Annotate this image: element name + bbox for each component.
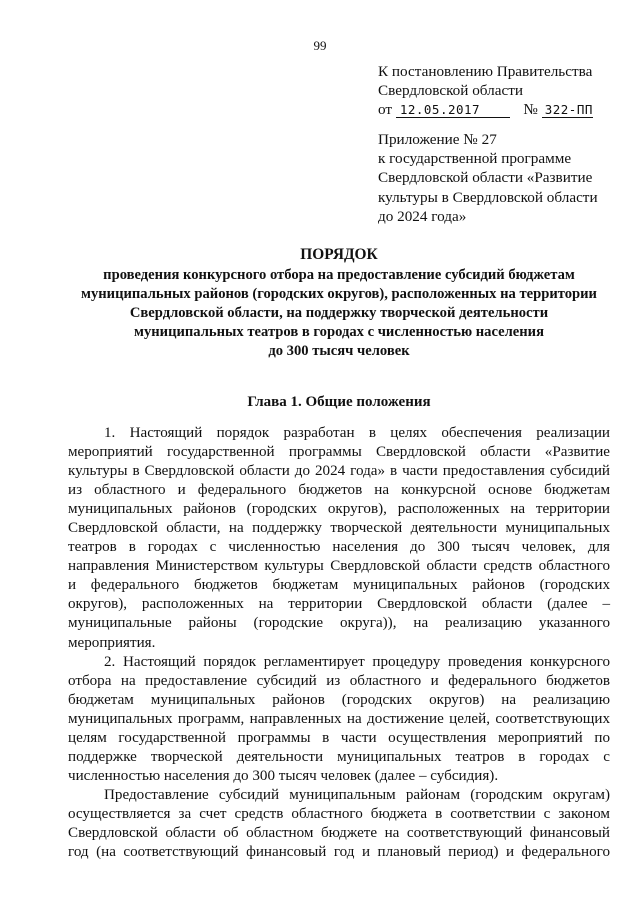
page-number: 99 (313, 38, 327, 53)
title-main: ПОРЯДОК (300, 246, 378, 263)
chapter-heading: Глава 1. Общие положения (247, 394, 431, 410)
decree-date: 12.05.2017 (396, 103, 510, 118)
body-line: 2. Настоящий порядок регламентирует процедуру проведения конкурсного (104, 653, 610, 670)
body-line: мероприятия. (68, 634, 156, 651)
body-line: муниципальных районов (городских округов), расположенных на территории (68, 501, 610, 518)
title-line: Свердловской области, на поддержку творческой деятельности (129, 305, 549, 321)
annex-line-5: до 2024 года» (378, 207, 467, 225)
annex-line-1: Приложение № 27 (378, 131, 497, 148)
body-line: культуры в Свердловской области до 2024 года» в части предоставления субсидий (68, 463, 610, 480)
body-text (68, 424, 610, 862)
body-line: муниципальные районы (городские округа)), на реализацию указанного (68, 615, 610, 632)
body-line: округов), расположенных на территории Свердловской области (далее – (68, 596, 610, 613)
decree-reference (378, 62, 628, 119)
annex-line-2: к государственной программе (378, 150, 572, 168)
document-title (40, 245, 638, 361)
decree-date-line (378, 100, 628, 119)
body-line: и федерального бюджетов бюджетам муниципальных районов (городских (68, 577, 610, 594)
body-line: поддержке творческой деятельности муниципальных театров в городах с (68, 748, 610, 765)
decree-number: 322-ПП (542, 103, 593, 118)
decree-line-2: Свердловской области (378, 82, 523, 99)
body-line: отбора на предоставление субсидий из областного и федерального бюджетов (68, 672, 610, 689)
title-line: муниципальных театров в городах с численностью населения (134, 324, 544, 340)
body-line: Предоставление субсидий муниципальным районам (городским округам) (104, 786, 610, 803)
body-line: осуществляется за счет средств областного бюджета в соответствии с законом (68, 805, 610, 822)
body-line: Свердловской области, на поддержку творческой деятельности муниципальных (68, 520, 610, 537)
body-line: мероприятий государственной программы Свердловской области «Развитие (68, 444, 610, 461)
title-line: до 300 тысяч человек (268, 343, 410, 359)
decree-from-prefix: от (378, 101, 393, 118)
title-line: муниципальных районов (городских округов), расположенных на территории (81, 286, 597, 302)
title-line: проведения конкурсного отбора на предоставление субсидий бюджетам (103, 267, 575, 283)
body-line: театров в городах с численностью населения до 300 тысяч человек, для (68, 539, 610, 556)
decree-line-1: К постановлению Правительства (378, 63, 593, 80)
decree-number-prefix: № (523, 101, 538, 118)
body-line: целям государственной программы в части осуществления мероприятий по (68, 729, 610, 746)
body-line: муниципальных программ, направленных на достижение целей, соответствующих (68, 710, 610, 727)
annex-line-3: Свердловской области «Развитие (378, 169, 593, 187)
body-line: численностью населения до 300 тысяч человек (далее – субсидия). (68, 767, 499, 784)
body-line: направления Министерством культуры Свердловской области средств областного (68, 558, 610, 575)
annex-reference (378, 130, 628, 226)
body-line: год (на соответствующий финансовый год и плановый период) и федерального (68, 844, 610, 861)
body-line: Свердловской области об областном бюджете на соответствующий финансовый (68, 824, 610, 841)
body-line: бюджетам муниципальных районов (городских округов) на реализацию (68, 691, 610, 708)
body-line: из областного и федерального бюджетов на конкурсной основе бюджетам (68, 482, 610, 499)
body-line: 1. Настоящий порядок разработан в целях обеспечения реализации (104, 425, 610, 441)
annex-line-4: культуры в Свердловской области (378, 188, 598, 206)
